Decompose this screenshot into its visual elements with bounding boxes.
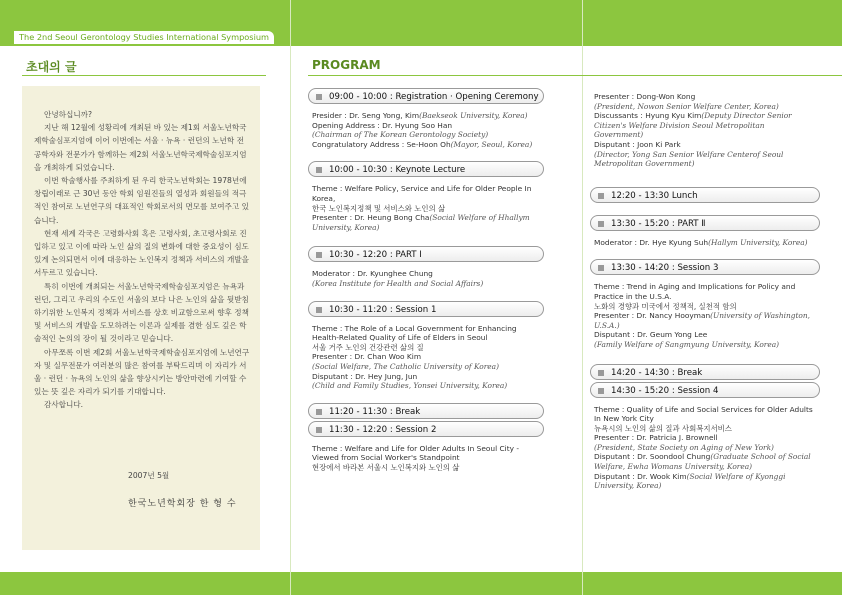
session-body xyxy=(308,269,544,288)
bullet-square-icon xyxy=(316,307,322,313)
letter-paragraph: 특히 이번에 개최되는 서울노년학국제학술심포지엄은 뉴욕과 런던, 그리고 우리의 수도인 서울의 보다 나은 노인의 삶을 뒷받침하기위한 노인복지 정책과 서비스를 상호 비교함으로써 향후 정책 및 서비스의 개발을 도모하려는 이론과 실제를 겸한 심도 깊은 학술적인 논의의 장이 될 것이라고 믿습니다. xyxy=(34,281,249,344)
detail-line xyxy=(594,150,816,169)
session-body xyxy=(590,282,820,349)
bottom-band xyxy=(0,572,842,595)
session-body xyxy=(308,444,544,473)
session-time-bar xyxy=(308,161,544,177)
program-title-rule xyxy=(308,75,842,76)
detail-line xyxy=(594,140,816,150)
session-time-label: 12:20 - 13:30 Lunch xyxy=(611,190,698,201)
detail-line xyxy=(594,92,816,102)
detail-text: Congratulatory Address : Se-Hoon Oh xyxy=(312,139,451,149)
letter-paragraph: 이번 학술행사를 주최하게 된 우리 한국노년학회는 1978년에 창립이래로 근 30년 동안 학회 임원진들의 열성과 회원들의 적극적인 참여로 노년연구의 대표적인 학회로서의 면모를 보여주고 있습니다. xyxy=(34,176,249,225)
session-time-bar xyxy=(308,246,544,262)
detail-line xyxy=(594,340,816,350)
bullet-square-icon xyxy=(316,427,322,433)
detail-text: Disputant : Dr. Wook Kim xyxy=(594,471,687,481)
letter-paragraph: 감사합니다. xyxy=(44,400,84,410)
detail-line xyxy=(312,184,540,203)
detail-affiliation: (University of Washington, U.S.A.) xyxy=(594,311,810,330)
detail-text: Theme : Quality of Life and Social Services for Older Adults In New York City xyxy=(594,404,813,424)
detail-line xyxy=(594,311,816,330)
detail-text: 한국 노인복지정책 및 서비스와 노인의 삶 xyxy=(312,203,446,213)
session-details xyxy=(590,238,820,248)
bullet-square-icon xyxy=(598,370,604,376)
detail-affiliation: (President, State Society on Aging of New York) xyxy=(594,442,774,452)
detail-line xyxy=(594,452,816,471)
session-time-bar xyxy=(590,364,820,380)
session-body xyxy=(308,324,544,391)
detail-text: Disputant : Dr. Soondool Chung xyxy=(594,452,711,462)
session-time-bar xyxy=(308,403,544,419)
bullet-square-icon xyxy=(316,167,322,173)
detail-affiliation: (Chairman of The Korean Gerontology Society) xyxy=(312,130,489,140)
detail-line xyxy=(594,302,816,312)
detail-affiliation: (Social Welfare of Kyonggi University, Korea) xyxy=(594,471,786,491)
detail-text: Discussants : Hyung Kyu Kim xyxy=(594,111,702,121)
session-2-continued xyxy=(590,92,820,169)
detail-line xyxy=(594,282,816,301)
letter-paragraph: 지난 해 12월에 성황리에 개최된 바 있는 제1회 서울노년학국제학술심포지엄에 이어 이번에는 서울 · 뉴욕 · 런던의 노년학 전공학자와 전문가가 함께하는 제2회 서울노년학국제학술심포지엄을 개최하게 되었습니다. xyxy=(34,123,247,172)
detail-text: Theme : The Role of a Local Government for Enhancing Health-Related Quality of Life of Elders in Seoul xyxy=(312,323,517,343)
session-details xyxy=(308,111,544,149)
bullet-square-icon xyxy=(316,409,322,415)
letter-signature: 한국노년학회장 한 형 수 xyxy=(128,499,237,509)
bullet-square-icon xyxy=(598,193,604,199)
invitation-title: 초대의 글 xyxy=(26,60,77,74)
detail-text: Presenter : Dong-Won Kong xyxy=(594,92,696,101)
session-time-label: 11:20 - 11:30 : Break xyxy=(329,406,421,417)
detail-affiliation: (Social Welfare, The Catholic University of Korea) xyxy=(312,361,499,371)
detail-text: Theme : Welfare Policy, Service and Life for Older People In Korea, xyxy=(312,184,532,203)
session-body xyxy=(308,111,544,149)
session-details xyxy=(590,405,820,491)
detail-text: 뉴욕시의 노인의 삶의 질과 사회복지서비스 xyxy=(594,423,732,433)
detail-text: Presenter : Dr. Nancy Hooyman xyxy=(594,311,711,321)
session-details xyxy=(590,282,820,349)
session-time-label: 11:30 - 12:20 : Session 2 xyxy=(329,424,437,435)
bullet-square-icon xyxy=(316,94,322,100)
invitation-title-rule xyxy=(22,75,266,76)
session-time-label: 14:30 - 15:20 : Session 4 xyxy=(611,385,719,396)
detail-affiliation: (Korea Institute for Health and Social Affairs) xyxy=(312,278,484,288)
program-title: PROGRAM xyxy=(312,58,381,72)
detail-text: Disputant : Joon Ki Park xyxy=(594,139,681,149)
letter-paragraph: 아무쪼록 이번 제2회 서울노년학국제학술심포지엄에 노년연구자 및 실무전문가 여러분의 많은 참여를 부탁드리며 이 자리가 서울 · 런던 · 뉴욕의 노인의 삶을 향상시키는 방안마련에 기여할 수 있는 뜻 깊은 자리가 되기를 기대합니다. xyxy=(34,347,250,397)
detail-affiliation: (Graduate School of Social Welfare, Ewha Womans University, Korea) xyxy=(594,452,811,472)
detail-text: Presenter : Dr. Chan Woo Kim xyxy=(312,352,422,362)
session-time-label: 10:00 - 10:30 : Keynote Lecture xyxy=(329,165,466,176)
detail-line xyxy=(312,130,540,140)
session-time-label: 14:20 - 14:30 : Break xyxy=(611,367,703,378)
detail-line xyxy=(312,362,540,372)
session-time-bar xyxy=(590,259,820,275)
bullet-square-icon xyxy=(598,388,604,394)
detail-text: Moderator : Dr. Hye Kyung Suh xyxy=(594,237,709,247)
detail-line xyxy=(312,269,540,279)
session-time-bar xyxy=(308,421,544,437)
session-details xyxy=(308,324,544,391)
session-time-bar xyxy=(590,215,820,231)
detail-text: 현장에서 바라본 서울시 노인복지와 노인의 삶 xyxy=(312,462,460,472)
detail-line xyxy=(312,381,540,391)
detail-line xyxy=(312,343,540,353)
detail-line xyxy=(312,279,540,289)
session-details xyxy=(590,92,820,169)
detail-affiliation: (Baekseok University, Korea) xyxy=(419,111,528,120)
program-column-1 xyxy=(308,88,544,472)
detail-text: 서울 거주 노인의 건강관련 삶의 질 xyxy=(312,342,424,352)
invitation-letter-text xyxy=(34,108,250,412)
detail-affiliation: (Social Welfare of Hhallym University, Korea) xyxy=(312,213,530,232)
session-time-label: 13:30 - 14:20 : Session 3 xyxy=(611,263,719,274)
fold-line-left xyxy=(290,0,291,595)
detail-text: Moderator : Dr. Kyunghee Chung xyxy=(312,269,433,279)
bullet-square-icon xyxy=(598,221,604,227)
detail-text: Presider : Dr. Seng Yong, Kim xyxy=(312,111,420,120)
detail-text: Disputant : Dr. Hey Jung, Jun xyxy=(312,371,418,381)
letter-date: 2007년 5월 xyxy=(128,471,170,480)
session-body xyxy=(308,184,544,232)
session-details xyxy=(308,444,544,473)
detail-line xyxy=(594,433,816,443)
session-time-label: 10:30 - 12:20 : PART Ⅰ xyxy=(329,250,422,261)
session-time-label: 13:30 - 15:20 : PART Ⅱ xyxy=(611,218,706,229)
session-time-label: 09:00 - 10:00 : Registration · Opening Ceremony xyxy=(329,92,539,102)
bullet-square-icon xyxy=(598,265,604,271)
detail-affiliation: (Director, Yong San Senior Welfare Centerof Seoul Metropolitan Government) xyxy=(594,149,784,169)
detail-line xyxy=(312,111,540,121)
session-body xyxy=(590,405,820,491)
detail-line xyxy=(594,102,816,112)
detail-text: Theme : Trend in Aging and Implications for Policy and Practice in the U.S.A. xyxy=(594,282,796,301)
detail-line xyxy=(312,372,540,382)
detail-line xyxy=(312,213,540,232)
session-time-bar xyxy=(590,187,820,203)
detail-affiliation: (Family Welfare of Sangmyung University, Korea) xyxy=(594,339,780,349)
detail-affiliation: (President, Nowon Senior Welfare Center, Korea) xyxy=(594,101,779,111)
detail-line xyxy=(594,424,816,434)
detail-text: 노화의 경향과 미국에서 정책적, 실천적 함의 xyxy=(594,301,737,311)
session-time-bar xyxy=(308,88,544,104)
session-time-bar xyxy=(590,382,820,398)
detail-line xyxy=(312,463,540,473)
session-details xyxy=(308,184,544,232)
detail-line xyxy=(594,238,816,248)
detail-text: Theme : Welfare and Life for Older Adults In Seoul City - Viewed from Social Worker's Standpoint xyxy=(312,443,520,463)
detail-line xyxy=(312,140,540,150)
detail-line xyxy=(312,324,540,343)
letter-paragraph: 안녕하십니까? xyxy=(44,110,93,119)
detail-line xyxy=(594,443,816,453)
detail-affiliation: (Hallym University, Korea) xyxy=(708,237,808,247)
detail-text: Disputant : Dr. Geum Yong Lee xyxy=(594,330,708,340)
session-details xyxy=(308,269,544,288)
detail-line xyxy=(312,121,540,131)
program-column-2 xyxy=(590,92,820,491)
detail-text: Opening Address : Dr. Hyung Soo Han xyxy=(312,120,453,130)
detail-line xyxy=(594,330,816,340)
letter-paragraph: 현재 세계 각국은 고령화사회 혹은 고령사회, 초고령사회로 진입하고 있고 이에 따라 노인 삶의 질의 변화에 대한 중요성이 심도 있게 논의되면서 이에 대응하는 노인복지 정책과 서비스의 개발을 서두르고 있습니다. xyxy=(34,228,249,278)
symposium-title: The 2nd Seoul Gerontology Studies International Symposium xyxy=(14,31,274,44)
top-band-gap xyxy=(0,46,842,51)
detail-text: Presenter : Dr. Patricia J. Brownell xyxy=(594,433,718,443)
detail-affiliation: (Mayor, Seoul, Korea) xyxy=(450,139,533,149)
detail-line xyxy=(594,111,816,140)
detail-text: Presenter : Dr. Heung Bong Cha xyxy=(312,213,430,223)
fold-line-right xyxy=(582,0,583,595)
detail-line xyxy=(312,352,540,362)
detail-line xyxy=(312,444,540,463)
detail-affiliation: (Deputy Director Senior Citizen's Welfare Division Seoul Metropolitan Government) xyxy=(594,111,792,140)
detail-line xyxy=(594,405,816,424)
detail-affiliation: (Child and Family Studies, Yonsei University, Korea) xyxy=(312,381,508,391)
bullet-square-icon xyxy=(316,252,322,258)
session-time-bar xyxy=(308,301,544,317)
detail-line xyxy=(594,472,816,491)
session-time-label: 10:30 - 11:20 : Session 1 xyxy=(329,304,437,315)
detail-line xyxy=(312,204,540,214)
session-body xyxy=(590,238,820,248)
